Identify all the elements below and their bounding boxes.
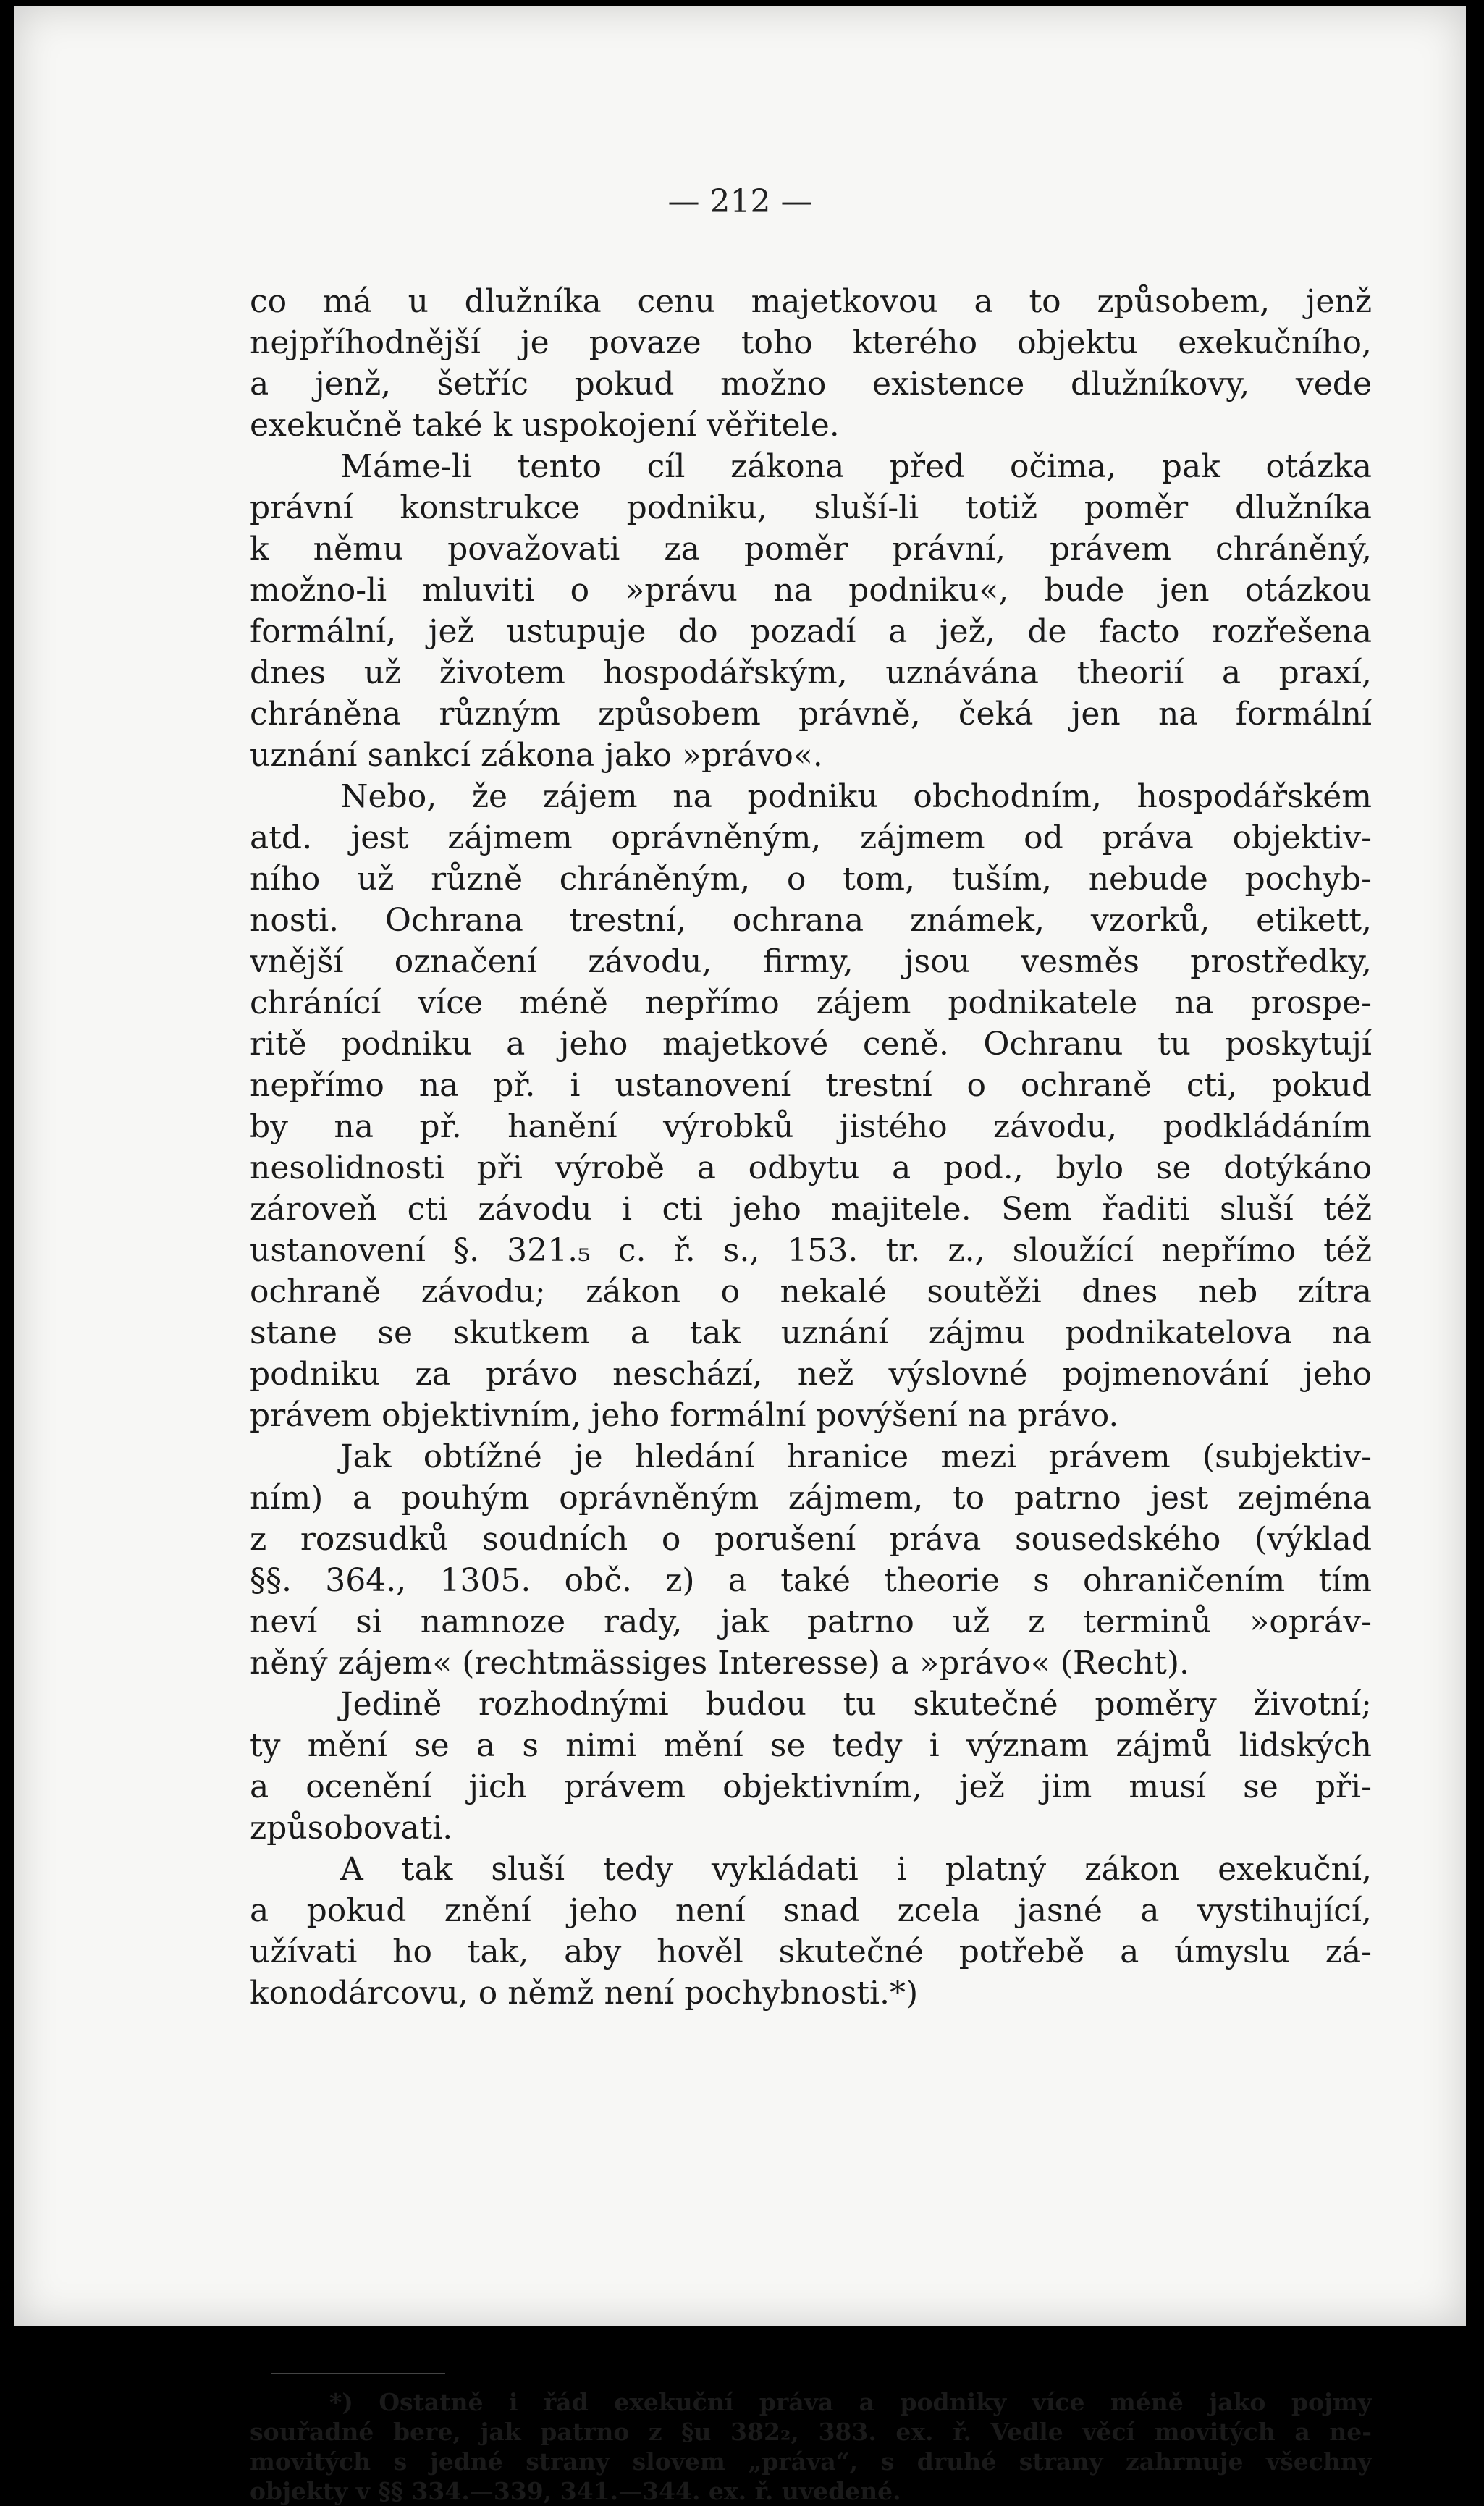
body-text <box>250 281 1372 2014</box>
text-line: Jedině rozhodnými budou tu skutečné poměry životní; <box>340 1686 1372 1723</box>
text-line: by na př. hanění výrobků jistého závodu, podkládáním <box>250 1108 1372 1145</box>
text-line: nosti. Ochrana trestní, ochrana známek, vzorků, etikett, <box>250 902 1372 939</box>
text-line: chránící více méně nepřímo zájem podnikatele na prospe- <box>250 984 1372 1021</box>
text-line: a jenž, šetříc pokud možno existence dlužníkovy, vede <box>250 366 1372 402</box>
text-line: dnes už životem hospodářským, uznávána theorií a praxí, <box>250 654 1372 691</box>
text-line: k němu považovati za poměr právní, právem chráněný, <box>250 531 1372 568</box>
text-line: konodárcovu, o němž není pochybnosti.*) <box>250 1975 919 2012</box>
footnote-line: objekty v §§ 334.—339, 341.—344. ex. ř. uvedené. <box>250 2477 901 2505</box>
text-line: ritě podniku a jeho majetkové ceně. Ochranu tu poskytují <box>250 1026 1372 1063</box>
text-line: podniku za právo neschází, než výslovné pojmenování jeho <box>250 1356 1372 1393</box>
text-line: uznání sankcí zákona jako »právo«. <box>250 737 823 774</box>
text-line: nesolidnosti při výrobě a odbytu a pod., bylo se dotýkáno <box>250 1149 1372 1186</box>
text-line: a pokud znění jeho není snad zcela jasné a vystihující, <box>250 1892 1372 1929</box>
text-line: chráněna různým způsobem právně, čeká jen na formální <box>250 696 1372 733</box>
text-line: ty mění se a s nimi mění se tedy i význam zájmů lidských <box>250 1727 1372 1764</box>
text-line: stane se skutkem a tak uznání zájmu podnikatelova na <box>250 1315 1372 1351</box>
text-line: Jak obtížné je hledání hranice mezi právem (subjektiv- <box>340 1438 1372 1475</box>
text-line: právní konstrukce podniku, sluší-li totiž poměr dlužníka <box>250 489 1372 526</box>
text-line: ustanovení §. 321.₅ c. ř. s., 153. tr. z., sloužící nepřímo též <box>250 1232 1372 1269</box>
footnote-divider <box>271 2373 445 2374</box>
text-line: něný zájem« (rechtmässiges Interesse) a »právo« (Recht). <box>250 1645 1189 1682</box>
text-line: možno-li mluviti o »právu na podniku«, bude jen otázkou <box>250 572 1372 609</box>
page-number: — 212 — <box>667 183 813 220</box>
footnote-line: movitých s jedné strany slovem „práva“, s druhé strany zahrnuje všechny <box>250 2447 1372 2476</box>
footnote <box>250 2387 1372 2506</box>
text-line: právem objektivním, jeho formální povýšení na právo. <box>250 1397 1119 1434</box>
book-page <box>14 6 1466 2505</box>
text-line: neví si namnoze rady, jak patrno už z terminů »opráv- <box>250 1603 1372 1640</box>
text-line: exekučně také k uspokojení věřitele. <box>250 407 840 444</box>
text-line: Máme-li tento cíl zákona před očima, pak otázka <box>340 448 1372 485</box>
text-line: nepřímo na př. i ustanovení trestní o ochraně cti, pokud <box>250 1067 1372 1104</box>
text-line: ochraně závodu; zákon o nekalé soutěži dnes neb zítra <box>250 1273 1372 1310</box>
text-line: způsobovati. <box>250 1810 453 1847</box>
text-line: ního už různě chráněným, o tom, tuším, nebude pochyb- <box>250 861 1372 898</box>
text-line: formální, jež ustupuje do pozadí a jež, de facto rozřešena <box>250 613 1372 650</box>
footnote-line: souřadné bere, jak patrno z §u 382₂, 383. ex. ř. Vedle věcí movitých a ne- <box>250 2418 1372 2446</box>
footnote-line: *) Ostatně i řád exekuční práva a podniky více méně jako pojmy <box>329 2388 1372 2416</box>
text-line: zároveň cti závodu i cti jeho majitele. Sem řaditi sluší též <box>250 1191 1372 1228</box>
text-line: Nebo, že zájem na podniku obchodním, hospodářském <box>340 778 1372 815</box>
text-line: co má u dlužníka cenu majetkovou a to způsobem, jenž <box>250 283 1372 320</box>
text-line: užívati ho tak, aby hověl skutečné potřebě a úmyslu zá- <box>250 1933 1372 1970</box>
text-line: vnější označení závodu, firmy, jsou vesměs prostředky, <box>250 943 1372 980</box>
text-line: z rozsudků soudních o porušení práva sousedského (výklad <box>250 1521 1372 1558</box>
text-line: a ocenění jich právem objektivním, jež jim musí se při- <box>250 1768 1372 1805</box>
text-line: A tak sluší tedy vykládati i platný zákon exekuční, <box>340 1851 1372 1888</box>
text-line: nejpříhodnější je povaze toho kterého objektu exekučního, <box>250 324 1372 361</box>
text-line: atd. jest zájmem oprávněným, zájmem od práva objektiv- <box>250 819 1372 856</box>
text-line: ním) a pouhým oprávněným zájmem, to patrno jest zejména <box>250 1480 1372 1516</box>
text-line: §§. 364., 1305. obč. z) a také theorie s ohraničením tím <box>250 1562 1372 1599</box>
